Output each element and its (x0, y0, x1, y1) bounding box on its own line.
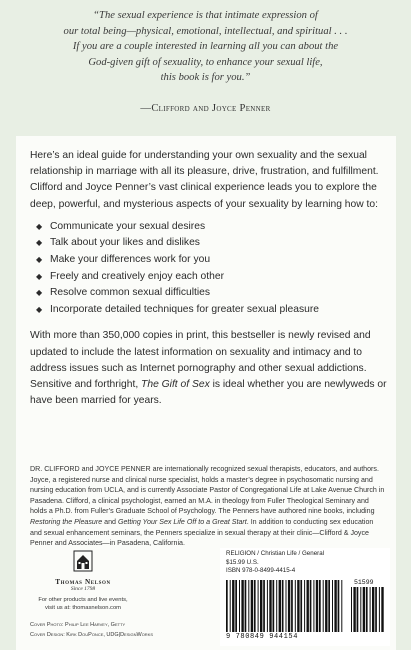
barcode-bar (286, 580, 287, 632)
quote-line: If you are a couple interested in learning all you can about the (72, 41, 339, 52)
diamond-bullet-icon: ◆ (36, 304, 43, 314)
paragraph-text: With more than 350,000 copies in print, this bestseller is newly revised and updated to include the latest information on sexuality and intimacy and to address issues such as Internet pornography and other sexual addictions. Sensitive and forthright, (30, 330, 371, 390)
cover-credits (30, 620, 153, 640)
diamond-bullet-icon: ◆ (36, 255, 43, 264)
barcode-bar (370, 587, 371, 632)
bio-text: . In addition to conducting sex education and sexual enhancement seminars, the Penners specialize in sexual therapy at their clinic—Clifford & Joyce Penner and Associates—in Pasadena, California. (30, 517, 374, 548)
barcode-bar (230, 580, 231, 632)
bestseller-paragraph (30, 328, 388, 409)
ean-number: 9 780849 944154 (226, 633, 299, 641)
quote-attribution (0, 103, 411, 114)
barcode-bar (263, 580, 265, 632)
barcode-bar (279, 580, 281, 632)
list-item (36, 235, 388, 252)
barcode-bar (239, 580, 240, 632)
barcode-bar (328, 580, 330, 632)
category-label: RELIGION / Christian Life / General (226, 550, 325, 557)
paragraph-text: is ideal whether you are newlyweds or have been married for years. (30, 378, 387, 407)
ean-barcode (226, 580, 344, 632)
barcode-bar (353, 587, 355, 632)
barcode-bar (304, 580, 305, 632)
description-body (30, 148, 388, 409)
author-bio (30, 464, 386, 549)
barcode-bar (254, 580, 256, 632)
barcode-bar (248, 580, 249, 632)
list-item (36, 219, 388, 236)
list-item (36, 252, 388, 269)
barcode-bar (291, 580, 293, 632)
benefit-list (30, 219, 388, 319)
barcode-bar (232, 580, 234, 632)
barcode-bar (363, 587, 365, 632)
barcode-bar (357, 587, 359, 632)
attribution-text: —Clifford and Joyce Penner (140, 103, 271, 114)
barcode-bar (258, 580, 259, 632)
barcode-bar (300, 580, 302, 632)
addon-number: 51599 (354, 579, 374, 586)
book-title: The Gift of Sex (141, 378, 210, 390)
design-credit: Cover Design: Kirk DouPonce, UDG|DesignWorks (30, 632, 154, 638)
barcode-bar (323, 580, 324, 632)
list-item-text: Communicate your sexual desires (50, 220, 206, 232)
bio-text: DR. CLIFFORD and JOYCE PENNER are internationally recognized sexual therapists, educators, and authors. Joyce, a registered nurse and clinical nurse specialist, holds a master’s degree in psychosomatic nursing and nursing education from UCLA, and is currently Associate Pastor of Congregational Life at Lake Avenue Church in Pasadena. Clifford, a clinical psychologist, earned an M.A. in theology from Fuller Theological Seminary and holds a Ph.D. from Fuller’s Graduate School of Psychology. The Penners have authored nine books, including (30, 465, 385, 516)
list-item-text: Talk about your likes and dislikes (50, 237, 200, 249)
diamond-bullet-icon: ◆ (36, 221, 43, 231)
barcode-bar (375, 587, 377, 632)
list-item (36, 269, 388, 286)
barcode-bar (288, 580, 290, 632)
barcode-bar (332, 580, 333, 632)
barcode-bar (310, 580, 312, 632)
barcode-bar (282, 580, 284, 632)
quote-line: “The sexual experience is that intimate expression of (93, 10, 318, 21)
barcode-bar (297, 580, 299, 632)
barcode-info (226, 550, 325, 575)
publisher-block (30, 550, 136, 612)
list-item (36, 302, 388, 319)
diamond-bullet-icon: ◆ (36, 238, 43, 248)
barcode-bar (269, 580, 271, 632)
barcode-bar (226, 580, 228, 632)
barcode-bar (366, 587, 368, 632)
list-item (36, 285, 388, 302)
book-title: Getting Your Sex Life Off to a Great Start (117, 517, 247, 526)
intro-paragraph: Here’s an ideal guide for understanding your own sexuality and the sexual relationship in marriage with all its pleasure, drive, frustration, and fulfillment. Clifford and Joyce Penner’s vast clinical experience leads you to explore the deep, powerful, and mysterious aspects of your sexuality by learning how to: (30, 150, 379, 210)
barcode-bar (260, 580, 262, 632)
barcode-bar (295, 580, 296, 632)
publisher-website: visit us at: thomasnelson.com (44, 605, 122, 611)
barcode-bar (316, 580, 318, 632)
barcode-bar (338, 580, 340, 632)
barcode-bar (245, 580, 247, 632)
barcode-bar (360, 587, 361, 632)
barcode-bar (351, 587, 352, 632)
diamond-bullet-icon: ◆ (36, 288, 43, 298)
endorsement-quote (20, 8, 391, 86)
publisher-info-line: For other products and live events, (38, 597, 128, 603)
list-item-text: Resolve common sexual difficulties (50, 287, 211, 299)
barcode-bar (325, 580, 327, 632)
barcode-bar (273, 580, 275, 632)
quote-line: our total being—physical, emotional, intellectual, and spiritual . . . (63, 25, 348, 37)
barcode-bar (241, 580, 243, 632)
barcode-bar (379, 587, 380, 632)
bio-text: and (102, 517, 118, 526)
diamond-bullet-icon: ◆ (36, 271, 43, 281)
barcode-bar (372, 587, 374, 632)
list-item-text: Incorporate detailed techniques for greater sexual pleasure (50, 303, 320, 315)
isbn-label: ISBN 978-0-8499-4415-4 (226, 567, 296, 575)
quote-line: this book is for you.” (160, 72, 251, 83)
barcode-bar (313, 580, 314, 632)
publisher-since: Since 1798 (70, 586, 96, 592)
barcode-bar (267, 580, 268, 632)
barcode-bar (307, 580, 309, 632)
barcode-bar (235, 580, 237, 632)
price-label: $15.99 U.S. (226, 558, 259, 566)
publisher-logo-icon (73, 550, 93, 572)
addon-barcode (351, 587, 385, 632)
list-item-text: Freely and creatively enjoy each other (50, 270, 224, 282)
publisher-info (30, 596, 136, 612)
barcode-bar (341, 580, 342, 632)
book-title: Restoring the Pleasure (30, 517, 103, 526)
photo-credit: Cover Photo: Philip Lee Harvey, Getty (30, 622, 126, 628)
barcode-bar (251, 580, 253, 632)
quote-line: God-given gift of sexuality, to enhance your sexual life, (88, 56, 323, 68)
barcode-bar (276, 580, 277, 632)
barcode-bar (319, 580, 321, 632)
barcode-bar (334, 580, 336, 632)
list-item-text: Make your differences work for you (50, 254, 211, 265)
publisher-name: Thomas Nelson (55, 578, 111, 586)
barcode-bar (381, 587, 383, 632)
